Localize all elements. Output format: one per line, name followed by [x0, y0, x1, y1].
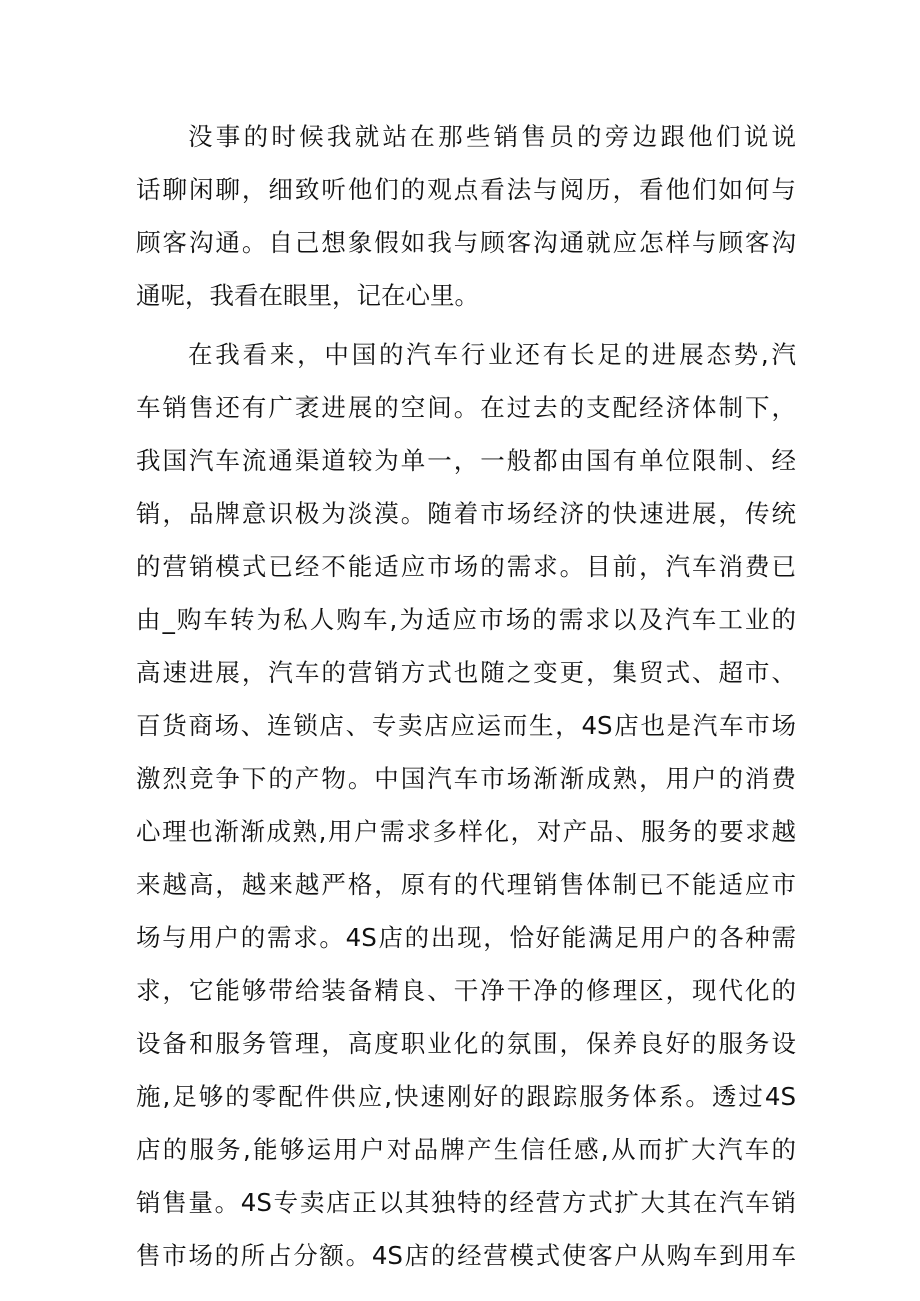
text-line: 心理也渐渐成熟,用户需求多样化，对产品、服务的要求越 — [136, 817, 796, 846]
text-line: 设备和服务管理，高度职业化的氛围，保养良好的服务设 — [136, 1029, 796, 1058]
text-line: 的营销模式已经不能适应市场的需求。目前，汽车消费已 — [136, 552, 796, 581]
text-line: 没事的时候我就站在那些销售员的旁边跟他们说说 — [188, 122, 796, 151]
text-line: 话聊闲聊，细致听他们的观点看法与阅历，看他们如何与 — [136, 175, 796, 204]
text-line: 售市场的所占分额。4S店的经营模式使客户从购车到用车 — [136, 1241, 796, 1270]
paragraph-2 — [136, 328, 796, 1282]
text-line: 施,足够的零配件供应,快速刚好的跟踪服务体系。透过4S — [136, 1082, 796, 1111]
text-line: 我国汽车流通渠道较为单一，一般都由国有单位限制、经 — [136, 446, 796, 475]
text-line: 场与用户的需求。4S店的出现，恰好能满足用户的各种需 — [136, 923, 796, 952]
text-line: 在我看来，中国的汽车行业还有长足的进展态势,汽 — [188, 340, 796, 369]
paragraph-1 — [136, 110, 796, 322]
text-line: 求，它能够带给装备精良、干净干净的修理区，现代化的 — [136, 976, 796, 1005]
text-line: 销售量。4S专卖店正以其独特的经营方式扩大其在汽车销 — [136, 1188, 796, 1217]
text-line: 顾客沟通。自己想象假如我与顾客沟通就应怎样与顾客沟 — [136, 228, 796, 257]
text-line: 店的服务,能够运用户对品牌产生信任感,从而扩大汽车的 — [136, 1135, 796, 1164]
body-text — [136, 110, 796, 1282]
text-line: 由_购车转为私人购车,为适应市场的需求以及汽车工业的 — [136, 605, 796, 634]
text-line: 销，品牌意识极为淡漠。随着市场经济的快速进展，传统 — [136, 499, 796, 528]
text-line: 来越高，越来越严格，原有的代理销售体制已不能适应市 — [136, 870, 796, 899]
text-line: 通呢，我看在眼里，记在心里。 — [136, 281, 479, 310]
text-line: 百货商场、连锁店、专卖店应运而生，4S店也是汽车市场 — [136, 711, 796, 740]
text-line: 激烈竞争下的产物。中国汽车市场渐渐成熟，用户的消费 — [136, 764, 796, 793]
text-line: 高速进展，汽车的营销方式也随之变更，集贸式、超市、 — [136, 658, 796, 687]
text-line: 车销售还有广袤进展的空间。在过去的支配经济体制下， — [136, 393, 796, 422]
